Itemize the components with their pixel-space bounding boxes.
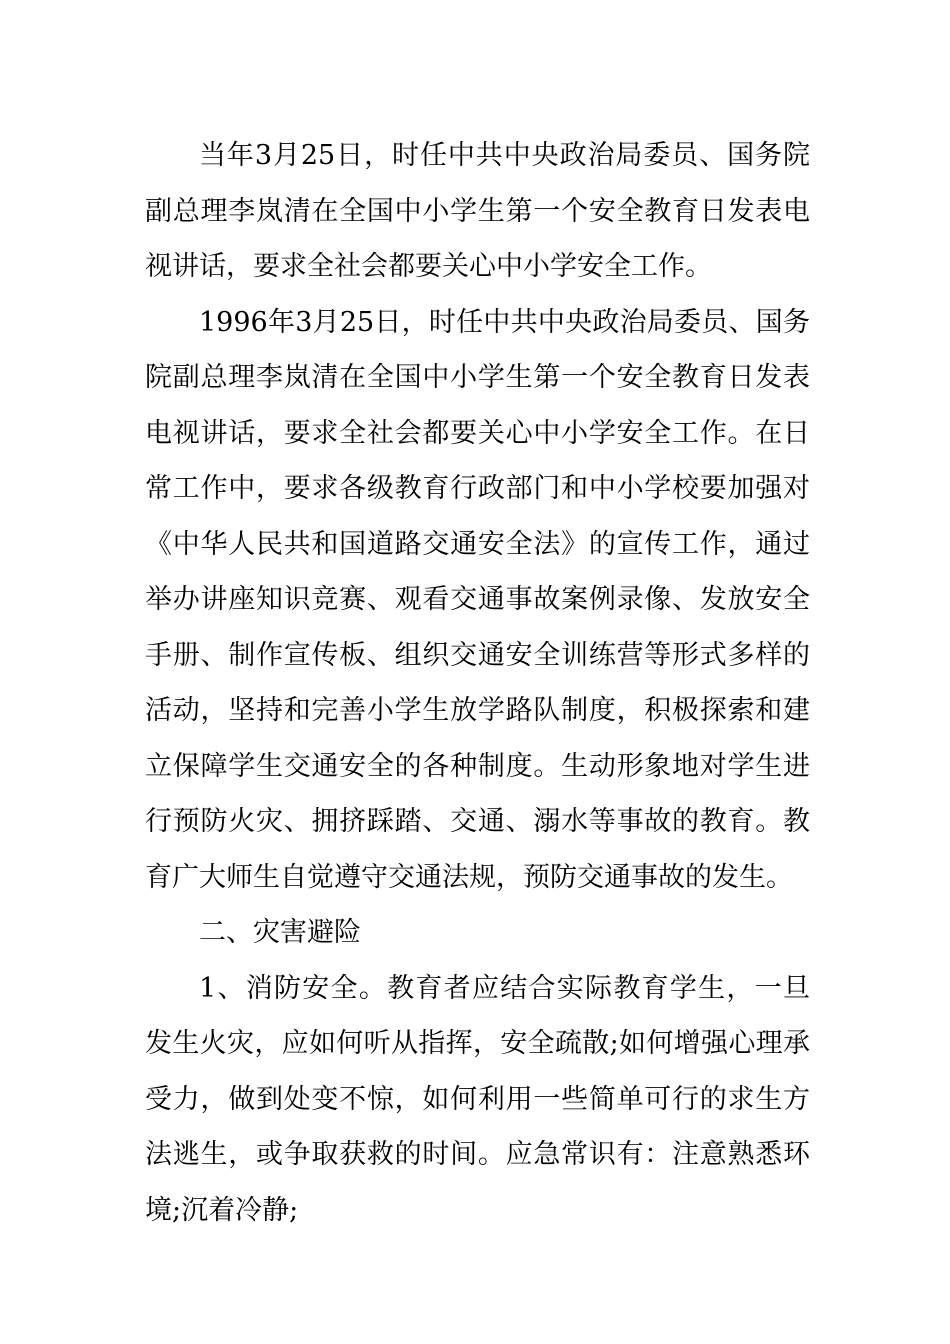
paragraph-3: 1、消防安全。教育者应结合实际教育学生，一旦发生火灾，应如何听从指挥，安全疏散;如何增强心理承受力，做到处变不惊，如何利用一些简单可行的求生方法逃生，或争取获救的时间。应急常识有：注意熟悉环境;沉着冷静;	[145, 972, 810, 1226]
section-heading: 二、灾害避险	[199, 917, 361, 948]
document-body	[145, 128, 810, 1238]
paragraph-1: 当年3月25日，时任中共中央政治局委员、国务院副总理李岚清在全国中小学生第一个安全教育日发表电视讲话，要求全社会都要关心中小学安全工作。	[145, 140, 810, 282]
paragraph-2: 1996年3月25日，时任中共中央政治局委员、国务院副总理李岚清在全国中小学生第一个安全教育日发表电视讲话，要求全社会都要关心中小学安全工作。在日常工作中，要求各级教育行政部门和中小学校要加强对《中华人民共和国道路交通安全法》的宣传工作，通过举办讲座知识竞赛、观看交通事故案例录像、发放安全手册、制作宣传板、组织交通安全训练营等形式多样的活动，坚持和完善小学生放学路队制度，积极探索和建立保障学生交通安全的各种制度。生动形象地对学生进行预防火灾、拥挤踩踏、交通、溺水等事故的教育。教育广大师生自觉遵守交通法规，预防交通事故的发生。	[145, 306, 810, 893]
